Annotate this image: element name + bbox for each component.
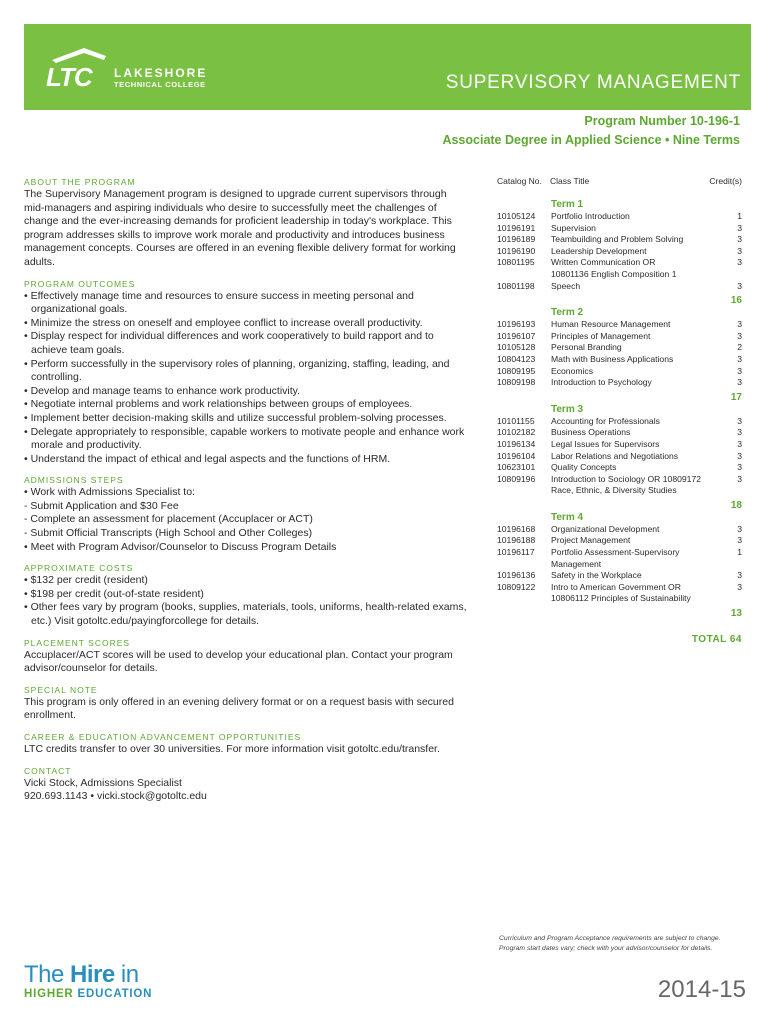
course-row	[497, 582, 742, 594]
course-row	[497, 269, 742, 281]
catalog-number: 10105128	[497, 342, 536, 353]
course-row	[497, 342, 742, 354]
credits: 3	[737, 245, 742, 256]
credits: 3	[737, 330, 742, 341]
catalog-number: 10196168	[497, 523, 536, 534]
career-text: LTC credits transfer to over 30 universities. For more information visit gotoltc.edu/transfer.	[24, 743, 440, 755]
credits: 3	[737, 353, 742, 364]
catalog-number: 10809198	[497, 377, 536, 388]
catalog-number: 10196191	[497, 222, 536, 233]
credits: 3	[737, 365, 742, 376]
contact-info: 920.693.1143 • vicki.stock@gotoltc.edu	[24, 790, 207, 803]
class-title: Leadership Development	[551, 245, 647, 256]
catalog-number: 10101155	[497, 415, 535, 426]
catalog-number: 10804123	[497, 353, 536, 364]
program-number: Program Number 10-196-1	[584, 114, 740, 128]
course-row	[497, 319, 742, 331]
credits: 3	[737, 427, 742, 438]
term-heading: Term 4	[551, 511, 584, 523]
course-row	[497, 485, 742, 497]
list-item: • $198 per credit (out-of-state resident)	[24, 587, 204, 600]
term-subtotal: 18	[730, 499, 742, 511]
catalog-number: 10102182	[497, 427, 536, 438]
course-row	[497, 223, 742, 235]
list-item: • Minimize the stress on oneself and employee conflict to increase overall productivity.	[24, 316, 423, 329]
course-row	[497, 257, 742, 269]
course-row	[497, 354, 742, 366]
terms-container	[497, 199, 742, 620]
course-row	[497, 547, 742, 559]
logo-name-line2: TECHNICAL COLLEGE	[114, 80, 206, 89]
course-row	[497, 570, 742, 582]
program-title: SUPERVISORY MANAGEMENT	[445, 72, 741, 93]
class-title: Economics	[551, 365, 594, 376]
total-credits: TOTAL 64	[691, 634, 742, 646]
credits-column-header: Credit(s)	[709, 176, 742, 186]
list-item: • Meet with Program Advisor/Counselor to Discuss Program Details	[24, 540, 337, 553]
class-title: Portfolio Introduction	[551, 211, 630, 221]
list-item: • Implement better decision-making skills and utilize successful problem-solving processes.	[24, 411, 447, 424]
curriculum-table	[497, 176, 742, 645]
list-item: • $132 per credit (resident)	[24, 574, 148, 587]
class-title: Safety in the Workplace	[551, 570, 642, 581]
ltc-logo	[44, 46, 234, 98]
list-item: • Negotiate internal problems and work relationships between groups of employees.	[24, 398, 413, 411]
credits: 3	[737, 377, 742, 388]
credits: 3	[737, 473, 742, 484]
term-subtotal: 16	[730, 295, 742, 307]
disclaimer-line: Program start dates vary; check with your advisor/counselor for details.	[499, 945, 713, 952]
catalog-number: 10801195	[497, 257, 535, 268]
list-item: • Delegate appropriately to responsible, capable workers to motivate people and enhance work morale and productivity.	[24, 425, 465, 452]
credits	[728, 559, 742, 571]
course-row	[497, 439, 742, 451]
class-title: Management	[551, 558, 602, 569]
catalog-number: 10196107	[497, 330, 536, 341]
credits: 3	[737, 438, 742, 449]
tagline-line1	[24, 962, 152, 988]
credits: 3	[737, 535, 742, 546]
course-row	[497, 366, 742, 378]
class-title: Business Operations	[551, 427, 631, 438]
tagline-education: EDUCATION	[77, 988, 153, 1000]
credits: 3	[737, 523, 742, 534]
credits: 3	[737, 415, 742, 426]
title-column-header: Class Title	[550, 176, 590, 186]
program-info-column	[24, 175, 469, 804]
class-title: Math with Business Applications	[551, 353, 674, 364]
class-title: Introduction to Psychology	[551, 377, 652, 388]
career-heading: CAREER & EDUCATION ADVANCEMENT OPPORTUNITIES	[24, 732, 302, 742]
catalog-number: 10809122	[497, 581, 536, 592]
catalog-number: 10801198	[497, 280, 535, 291]
catalog-number: 10196104	[497, 450, 536, 461]
list-item: • Work with Admissions Specialist to:	[24, 486, 195, 499]
class-title: Accounting for Professionals	[551, 415, 660, 426]
catalog-number: 10623101	[497, 462, 536, 473]
credits: 3	[737, 570, 742, 581]
special-note-text: This program is only offered in an evening delivery format or on a request basis with secured enrollment.	[24, 695, 454, 722]
list-item: - Submit Application and $30 Fee	[24, 499, 179, 512]
list-item: • Display respect for individual differences and work cooperatively to build rapport and to achieve team goals.	[24, 330, 434, 356]
class-title: Race, Ethnic, & Diversity Studies	[551, 485, 677, 496]
list-item: • Develop and manage teams to enhance work productivity.	[24, 384, 301, 397]
catalog-number: 10196193	[497, 319, 536, 330]
credits: 1	[737, 547, 742, 558]
credits: 3	[737, 462, 742, 473]
credits: 1	[737, 211, 742, 221]
list-item: - Submit Official Transcripts (High School and Other Colleges)	[24, 527, 313, 540]
credits: 3	[737, 222, 742, 233]
credits: 3	[737, 280, 742, 291]
course-row	[497, 331, 742, 343]
credits: 3	[737, 450, 742, 461]
course-row	[497, 377, 742, 389]
course-row	[497, 462, 742, 474]
class-title: Principles of Management	[551, 330, 651, 341]
list-item: • Effectively manage time and resources to ensure success in meeting personal and organizational goals.	[24, 289, 414, 316]
degree-line: Associate Degree in Applied Science • Nine Terms	[442, 133, 740, 147]
course-row	[497, 427, 742, 439]
disclaimer-line: Curriculum and Program Acceptance requirements are subject to change.	[499, 935, 721, 942]
class-title: 10806112 Principles of Sustainability	[551, 593, 691, 604]
class-title: Written Communication OR	[551, 257, 656, 268]
placement-text: Accuplacer/ACT scores will be used to develop your educational plan. Contact your program advisor/counselor for details.	[24, 648, 453, 675]
class-title: Personal Branding	[551, 342, 622, 353]
costs-heading: APPROXIMATE COSTS	[24, 563, 134, 574]
list-item: • Other fees vary by program (books, supplies, materials, tools, uniforms, health-related exams, etc.) Visit gotoltc.edu/payingforcollege for details.	[24, 601, 467, 628]
course-row	[497, 246, 742, 258]
catalog-number: 10196136	[497, 570, 536, 581]
tagline-the: The	[24, 961, 71, 988]
admissions-heading: ADMISSIONS STEPS	[24, 475, 124, 486]
about-text: The Supervisory Management program is designed to upgrade current supervisors through mid-managers and aspiring individuals who desire to successfully meet the challenges of change and the ever-increasing demands for proficient leadership in today's workplace. This program addresses skills to improve work morale and productivity and introduces business management concepts. Courses are offered in an evening flexible delivery format for working adults.	[24, 188, 456, 268]
class-title: Project Management	[551, 535, 631, 546]
class-title: Speech	[551, 280, 581, 291]
course-row	[497, 535, 742, 547]
course-row	[497, 281, 742, 293]
special-note-heading: SPECIAL NOTE	[24, 684, 98, 695]
outcomes-list	[24, 290, 469, 467]
catalog-number: 10809195	[497, 365, 536, 376]
class-title: Portfolio Assessment-Supervisory	[551, 547, 680, 558]
list-item: - Complete an assessment for placement (Accuplacer or ACT)	[24, 513, 313, 526]
course-row	[497, 559, 742, 571]
term-subtotal: 17	[730, 391, 742, 403]
list-item: • Understand the impact of ethical and legal aspects and the functions of HRM.	[24, 452, 391, 465]
catalog-number: 10196189	[497, 234, 536, 245]
class-title: Intro to American Government OR	[551, 581, 681, 592]
course-row	[497, 211, 742, 223]
credits: 3	[737, 257, 742, 268]
tagline-line2	[24, 988, 152, 1000]
term-heading: Term 2	[551, 307, 584, 319]
term-heading: Term 1	[551, 199, 584, 210]
tagline-in: in	[114, 961, 139, 988]
tagline-higher: HIGHER	[24, 988, 78, 1000]
course-row	[497, 474, 742, 486]
logo-ltc-text: LTC	[46, 62, 92, 92]
credits	[728, 269, 742, 281]
class-title: Introduction to Sociology OR 10809172	[551, 473, 702, 484]
header-banner	[24, 24, 751, 110]
admissions-list	[24, 486, 469, 554]
catalog-number: 10105124	[497, 211, 536, 221]
class-title: Teambuilding and Problem Solving	[551, 234, 684, 245]
catalog-year: 2014-15	[657, 976, 746, 1003]
list-item: • Perform successfully in the supervisory roles of planning, organizing, staffing, leading, and controlling.	[24, 357, 450, 384]
logo-name-line1: LAKESHORE	[114, 66, 208, 80]
class-title: Legal Issues for Supervisors	[551, 438, 660, 449]
credits	[728, 593, 742, 605]
costs-list	[24, 574, 469, 628]
contact-heading: CONTACT	[24, 765, 72, 776]
curriculum-header	[497, 176, 742, 186]
credits: 2	[737, 342, 742, 353]
outcomes-heading: PROGRAM OUTCOMES	[24, 278, 136, 289]
catalog-number: 10196188	[497, 535, 536, 546]
catalog-number: 10809196	[497, 473, 536, 484]
about-heading: ABOUT THE PROGRAM	[24, 177, 136, 187]
catalog-number	[497, 485, 551, 497]
course-row	[497, 524, 742, 536]
class-title: Organizational Development	[551, 523, 660, 534]
course-row	[497, 451, 742, 463]
term-heading: Term 3	[551, 403, 584, 415]
class-title: 10801136 English Composition 1	[551, 268, 677, 279]
course-row	[497, 416, 742, 428]
catalog-number: 10196190	[497, 245, 536, 256]
class-title: Quality Concepts	[551, 462, 617, 473]
course-row	[497, 234, 742, 246]
class-title: Labor Relations and Negotiations	[551, 450, 679, 461]
catalog-number	[497, 269, 551, 281]
term-subtotal: 13	[730, 608, 742, 620]
class-title: Human Resource Management	[551, 319, 671, 330]
catalog-number: 10196117	[497, 547, 535, 558]
hire-tagline-logo	[24, 962, 152, 1000]
catalog-number	[497, 559, 551, 571]
credits: 3	[737, 581, 742, 592]
disclaimer	[499, 934, 749, 954]
course-row	[497, 593, 742, 605]
tagline-hire: Hire	[70, 961, 115, 988]
class-title: Supervision	[551, 222, 596, 233]
catalog-number: 10196134	[497, 438, 536, 449]
contact-name: Vicki Stock, Admissions Specialist	[24, 776, 182, 789]
catalog-number	[497, 593, 551, 605]
placement-heading: PLACEMENT SCORES	[24, 637, 131, 648]
credits	[728, 485, 742, 497]
catalog-column-header: Catalog No.	[497, 176, 542, 186]
credits: 3	[737, 319, 742, 330]
credits: 3	[737, 234, 742, 245]
